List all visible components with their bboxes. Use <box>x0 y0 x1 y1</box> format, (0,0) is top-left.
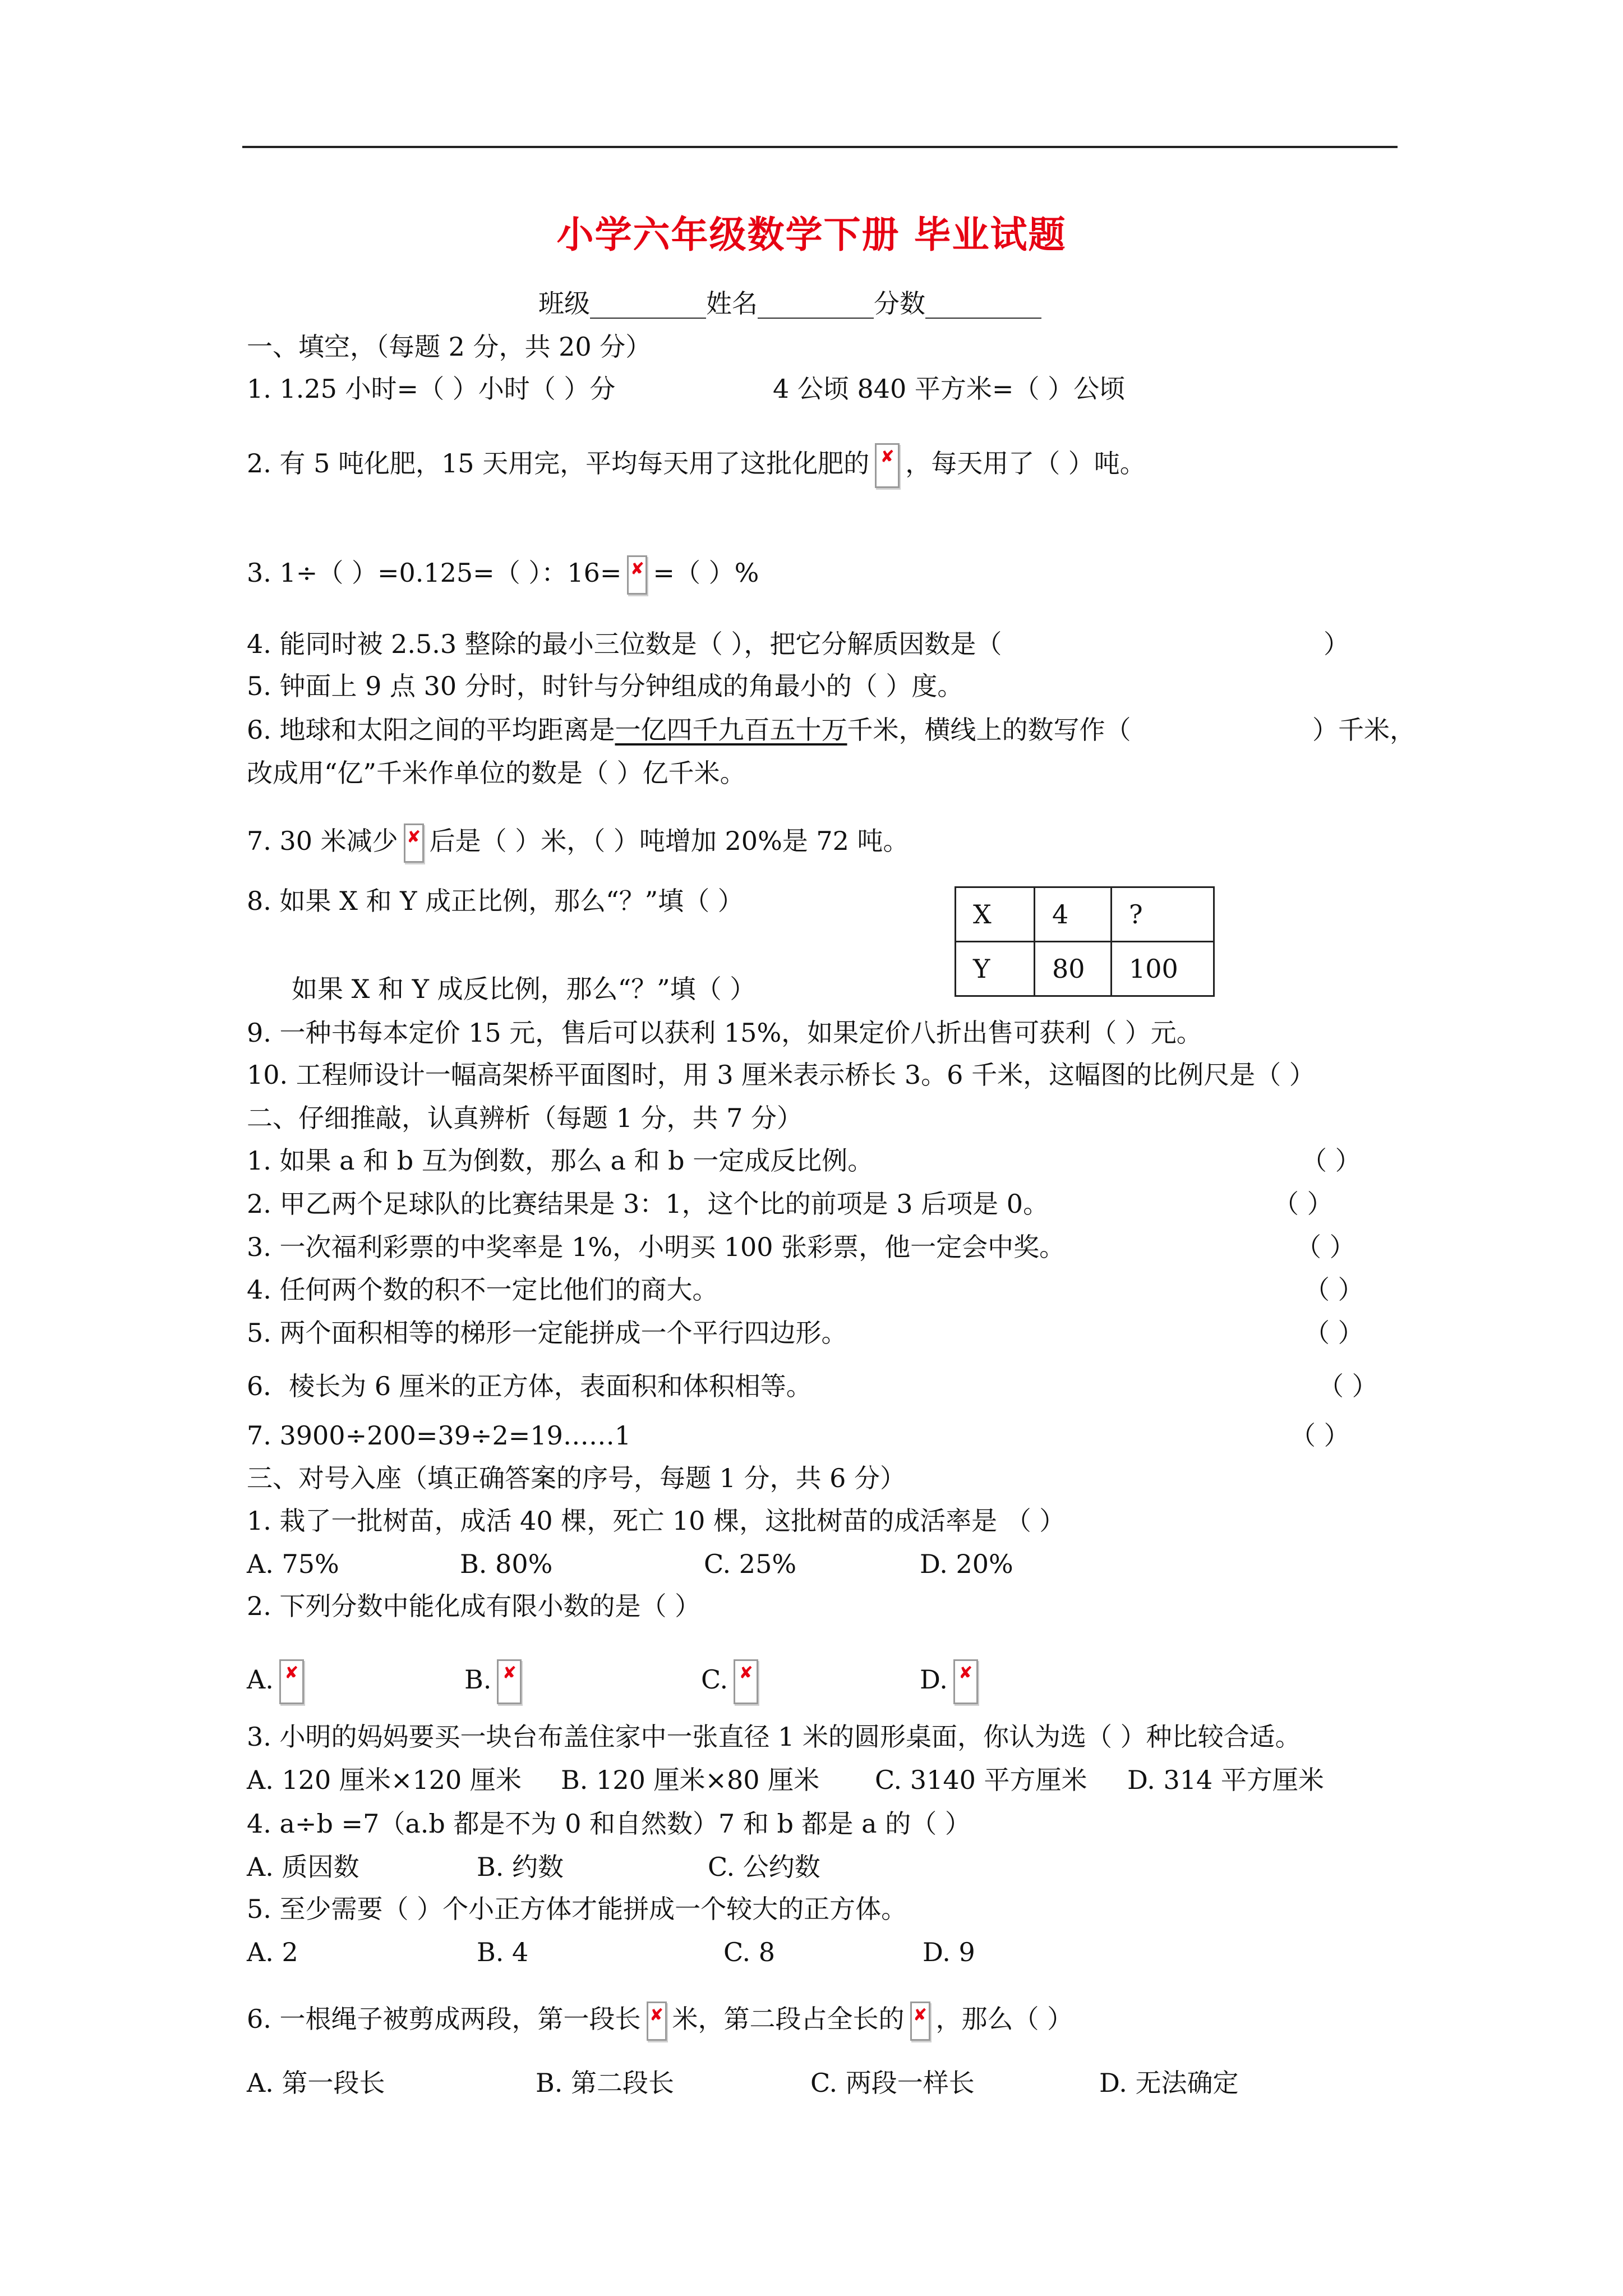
s3-q6-option-a: A. 第一段长 <box>247 2068 385 2098</box>
s1-q10: 10. 工程师设计一幅高架桥平面图时，用 3 厘米表示桥长 3。6 千米，这幅图的比例尺是（ ） <box>247 1060 1315 1090</box>
s3-q6-option-b: B. 第二段长 <box>536 2068 675 2098</box>
s3-q4-option-b: B. 约数 <box>477 1852 564 1882</box>
broken-image-icon: ✘ <box>279 1659 304 1704</box>
s1-q6-underlined-number: 一亿四千九百五十万 <box>615 715 847 745</box>
table-cell: 80 <box>1035 942 1112 996</box>
s3-q2-option-d <box>920 1659 984 1704</box>
s3-q4-option-c: C. 公约数 <box>708 1852 820 1882</box>
s1-q4: 4. 能同时被 2.5.3 整除的最小三位数是（ ），把它分解质因数是（ <box>247 629 1002 659</box>
s1-q7-text-b: 后是（ ）米，（ ）吨增加 20%是 72 吨。 <box>429 826 909 856</box>
table-row <box>956 942 1214 996</box>
s1-q9: 9. 一种书每本定价 15 元，售后可以获利 15%，如果定价八折出售可获利（ ）元。 <box>247 1018 1202 1048</box>
s3-q1-option-c: C. 25% <box>704 1549 797 1579</box>
s2-answer-paren: （ ） <box>1290 1420 1350 1451</box>
option-label: B. <box>464 1664 492 1695</box>
s3-q6-text-c: ，那么（ ） <box>935 2004 1073 2034</box>
option-label: D. <box>920 1664 948 1695</box>
s3-q3-option-d: D. 314 平方厘米 <box>1127 1765 1324 1795</box>
s3-q6-text-a: 6. 一根绳子被剪成两段，第一段长 <box>247 2004 641 2034</box>
broken-image-icon: ✘ <box>953 1659 978 1704</box>
s3-q5-option-a: A. 2 <box>247 1937 298 1967</box>
s1-q6 <box>247 717 1131 743</box>
s3-q6-option-d: D. 无法确定 <box>1099 2068 1239 2098</box>
s2-answer-paren: （ ） <box>1301 1145 1361 1176</box>
s3-q2-option-c <box>701 1659 764 1704</box>
s3-q6-text-b: 米，第二段占全长的 <box>672 2004 905 2034</box>
broken-image-icon: ✘ <box>497 1659 522 1704</box>
s2-item-text: 1. 如果 a 和 b 互为倒数，那么 a 和 b 一定成反比例。 <box>247 1145 874 1176</box>
s1-q6-text-a: 6. 地球和太阳之间的平均距离是 <box>247 715 615 745</box>
s3-q4: 4. a÷b =7（a.b 都是不为 0 和自然数）7 和 b 都是 a 的（ ） <box>247 1809 971 1839</box>
s2-item-text: 5. 两个面积相等的梯形一定能拼成一个平行四边形。 <box>247 1318 847 1348</box>
s3-q3-option-b: B. 120 厘米×80 厘米 <box>561 1765 820 1795</box>
s1-q5: 5. 钟面上 9 点 30 分时，时针与分钟组成的角最小的（ ）度。 <box>247 671 963 701</box>
s3-q5-option-b: B. 4 <box>477 1937 529 1967</box>
s2-answer-paren: （ ） <box>1304 1318 1364 1348</box>
s3-q6 <box>247 2001 1073 2041</box>
section1-heading: 一、填空，（每题 2 分，共 20 分） <box>247 332 652 362</box>
s1-q4-close: ） <box>1324 629 1349 659</box>
page-title: 小学六年级数学下册 毕业试题 <box>556 213 1067 256</box>
s1-q2 <box>247 443 1146 488</box>
table-cell: ? <box>1112 887 1214 942</box>
broken-image-icon: ✘ <box>910 2001 930 2041</box>
s3-q1-option-b: B. 80% <box>460 1549 553 1579</box>
s3-q2: 2. 下列分数中能化成有限小数的是（ ） <box>247 1591 701 1621</box>
table-cell: 4 <box>1035 887 1112 942</box>
option-label: A. <box>247 1664 274 1695</box>
s1-q8-line2: 如果 X 和 Y 成反比例，那么“？”填（ ） <box>292 974 756 1004</box>
s3-q5: 5. 至少需要（ ）个小正方体才能拼成一个较大的正方体。 <box>247 1894 907 1924</box>
s3-q5-option-d: D. 9 <box>923 1937 975 1967</box>
s1-q2-text-a: 2. 有 5 吨化肥，15 天用完，平均每天用了这批化肥的 <box>247 448 870 478</box>
s1-q1-part-a: 1. 1.25 小时=（ ）小时（ ）分 <box>247 374 616 404</box>
s3-q2-option-a <box>247 1659 310 1704</box>
s3-q2-option-b <box>464 1659 527 1704</box>
s3-q3-option-c: C. 3140 平方厘米 <box>875 1765 1087 1795</box>
s1-q6-text-b: 千米，横线上的数写作（ <box>847 715 1131 745</box>
student-info-line: 班级_________姓名_________分数_________ <box>538 288 1041 319</box>
section2-heading: 二、仔细推敲，认真辨析（每题 1 分，共 7 分） <box>247 1103 803 1133</box>
s2-item-text: 4. 任何两个数的积不一定比他们的商大。 <box>247 1274 718 1305</box>
option-label: C. <box>701 1664 728 1695</box>
s1-q3 <box>247 555 759 595</box>
s1-q3-text-a: 3. 1÷（ ）=0.125=（ ）：16= <box>247 558 622 588</box>
s3-q1-option-d: D. 20% <box>920 1549 1013 1579</box>
broken-image-icon: ✘ <box>404 823 424 863</box>
table-row <box>956 887 1214 942</box>
s1-q7-text-a: 7. 30 米减少 <box>247 826 398 856</box>
s2-item-text: 7. 3900÷200=39÷2=19……1 <box>247 1420 631 1451</box>
s3-q1: 1. 栽了一批树苗，成活 40 棵，死亡 10 棵，这批树苗的成活率是 （ ） <box>247 1506 1066 1536</box>
s3-q6-option-c: C. 两段一样长 <box>810 2068 975 2098</box>
s3-q1-option-a: A. 75% <box>247 1549 339 1579</box>
s1-q7 <box>247 823 909 863</box>
s1-q6-text-c: ）千米， <box>1312 715 1415 745</box>
table-cell: X <box>956 887 1035 942</box>
s2-item-text: 6．棱长为 6 厘米的正方体，表面积和体积相等。 <box>247 1371 812 1401</box>
s3-q4-option-a: A. 质因数 <box>247 1852 359 1882</box>
s2-answer-paren: （ ） <box>1318 1371 1378 1401</box>
s1-q3-text-b: =（ ）% <box>653 558 759 588</box>
table-cell: Y <box>956 942 1035 996</box>
s2-item-text: 3. 一次福利彩票的中奖率是 1%，小明买 100 张彩票，他一定会中奖。 <box>247 1232 1066 1262</box>
broken-image-icon: ✘ <box>647 2001 667 2041</box>
s2-item-text: 2. 甲乙两个足球队的比赛结果是 3：1，这个比的前项是 3 后项是 0。 <box>247 1189 1049 1219</box>
s1-q1-part-b: 4 公顷 840 平方米=（ ）公顷 <box>773 374 1126 404</box>
s2-answer-paren: （ ） <box>1273 1189 1333 1219</box>
s2-answer-paren: （ ） <box>1295 1232 1355 1262</box>
xy-table <box>955 886 1215 997</box>
broken-image-icon: ✘ <box>734 1659 758 1704</box>
s1-q2-text-b: ，每天用了（ ）吨。 <box>905 448 1146 478</box>
broken-image-icon: ✘ <box>875 443 900 488</box>
s3-q3: 3. 小明的妈妈要买一块台布盖住家中一张直径 1 米的圆形桌面，你认为选（ ）种比较合适。 <box>247 1722 1301 1752</box>
s3-q3-option-a: A. 120 厘米×120 厘米 <box>247 1765 522 1795</box>
s3-q5-option-c: C. 8 <box>723 1937 776 1967</box>
section3-heading: 三、对号入座（填正确答案的序号，每题 1 分，共 6 分） <box>247 1463 906 1493</box>
s1-q8: 8. 如果 X 和 Y 成正比例，那么“？”填（ ） <box>247 886 744 916</box>
header-rule <box>242 146 1398 148</box>
s1-q6-line2: 改成用“亿”千米作单位的数是（ ）亿千米。 <box>247 758 746 788</box>
table-cell: 100 <box>1112 942 1214 996</box>
broken-image-icon: ✘ <box>627 555 647 595</box>
s2-answer-paren: （ ） <box>1304 1274 1364 1305</box>
